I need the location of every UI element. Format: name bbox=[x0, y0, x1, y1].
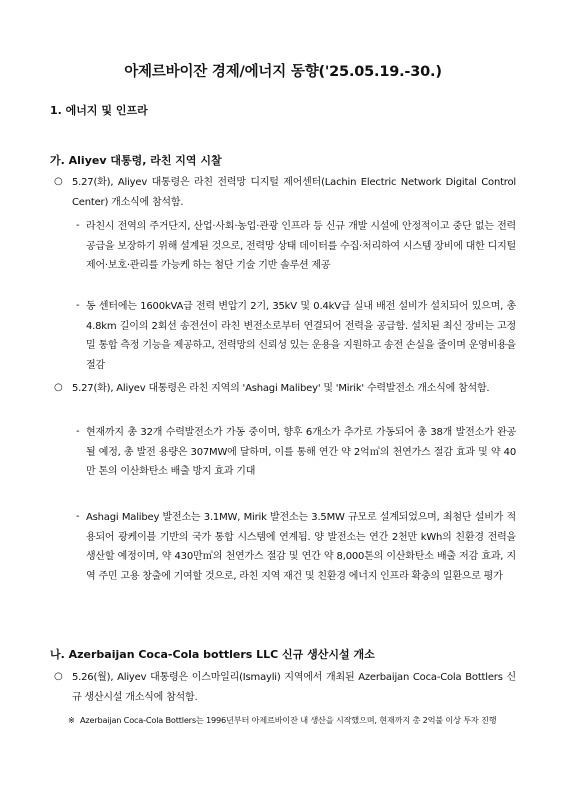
paragraph-coca-cola-opening: 5.26(월), Aliyev 대통령은 이스마일리(Ismayli) 지역에서 개최된 Azerbaijan Coca-Cola Bottlers 신규 생산시설 개소식에 참석함. bbox=[72, 672, 516, 703]
dash-bullet: - bbox=[76, 511, 80, 522]
paragraph-hydropower-plants: 현재까지 총 32개 수력발전소가 가동 중이며, 향후 6개소가 추가로 가동되어 총 38개 발전소가 완공될 예정, 총 발전 용량은 307MW에 달하며, 이를 통해 연간 약 2억㎥의 천연가스 절감 효과 및 약 40만 톤의 이산화탄소 배출 방지 효과 기대 bbox=[86, 427, 516, 477]
paragraph-malibey-mirik: Ashagi Malibey 발전소는 3.1MW, Mirik 발전소는 3.5MW 규모로 설계되었으며, 최첨단 설비가 적용되어 광케이블 기반의 국가 통합 시스템에 연계됨. 양 발전소는 연간 2천만 kWh의 친환경 전력을 생산할 예정이며, 약 430만㎥의 천연가스 절감 및 연간 약 8,000톤의 이산화탄소 배출 저감 효과, 지역 주민 고용 창출에 기여할 것으로, 라친 지역 재건 및 친환경 에너지 인프라 확충의 일환으로 평가 bbox=[86, 512, 516, 582]
circle-bullet-icon: ○ bbox=[54, 176, 63, 187]
subsection-heading-coca-cola: 나. Azerbaijan Coca-Cola bottlers LLC 신규 생산시설 개소 bbox=[50, 648, 375, 661]
section-heading-energy: 1. 에너지 및 인프라 bbox=[50, 104, 148, 117]
footnote-text: Azerbaijan Coca-Cola Bottlers는 1996년부터 아제르바이잔 내 생산을 시작했으며, 현재까지 총 2억불 이상 투자 진행 bbox=[80, 715, 497, 725]
dash-bullet: - bbox=[76, 300, 80, 311]
paragraph-lachin-control-center: 5.27(화), Aliyev 대통령은 라친 전력망 디지털 제어센터(Lachin Electric Network Digital Control Center) 개소식에 참석함. bbox=[72, 177, 516, 208]
paragraph-hydropower-opening: 5.27(화), Aliyev 대통령은 라친 지역의 'Ashagi Malibey' 및 'Mirik' 수력발전소 개소식에 참석함. bbox=[72, 383, 490, 394]
dash-bullet: - bbox=[76, 220, 80, 231]
subsection-heading-lachin: 가. Aliyev 대통령, 라친 지역 시찰 bbox=[50, 154, 222, 167]
note-mark: ※ bbox=[68, 715, 75, 725]
footnote bbox=[68, 712, 518, 728]
paragraph-lachin-solution: 라친시 전역의 주거단지, 산업·사회·농업·관광 인프라 등 신규 개발 시설에 안정적이고 중단 없는 전력 공급을 보장하기 위해 설계된 것으로, 전력망 상태 데이터를 수집·처리하여 시스템 장비에 대한 디지털 제어·보호·관리를 가능케 하는 첨단 기술 기반 솔루션 제공 bbox=[86, 221, 516, 271]
dash-bullet: - bbox=[76, 426, 80, 437]
circle-bullet-icon: ○ bbox=[54, 382, 63, 393]
paragraph-lachin-equipment: 동 센터에는 1600kVA급 전력 변압기 2기, 35kV 및 0.4kV급 실내 배전 설비가 설치되어 있으며, 총 4.8km 길이의 2회선 송전선이 라친 변전소로부터 연결되어 전력을 공급함. 설치된 최신 장비는 고정밀 통합 측정 기능을 제공하고, 전력망의 신뢰성 있는 운용을 지원하고 송전 손실을 줄이며 운영비용을 절감 bbox=[86, 301, 516, 371]
document-title: 아제르바이잔 경제/에너지 동향('25.05.19.-30.) bbox=[124, 64, 442, 80]
circle-bullet-icon: ○ bbox=[54, 671, 63, 682]
